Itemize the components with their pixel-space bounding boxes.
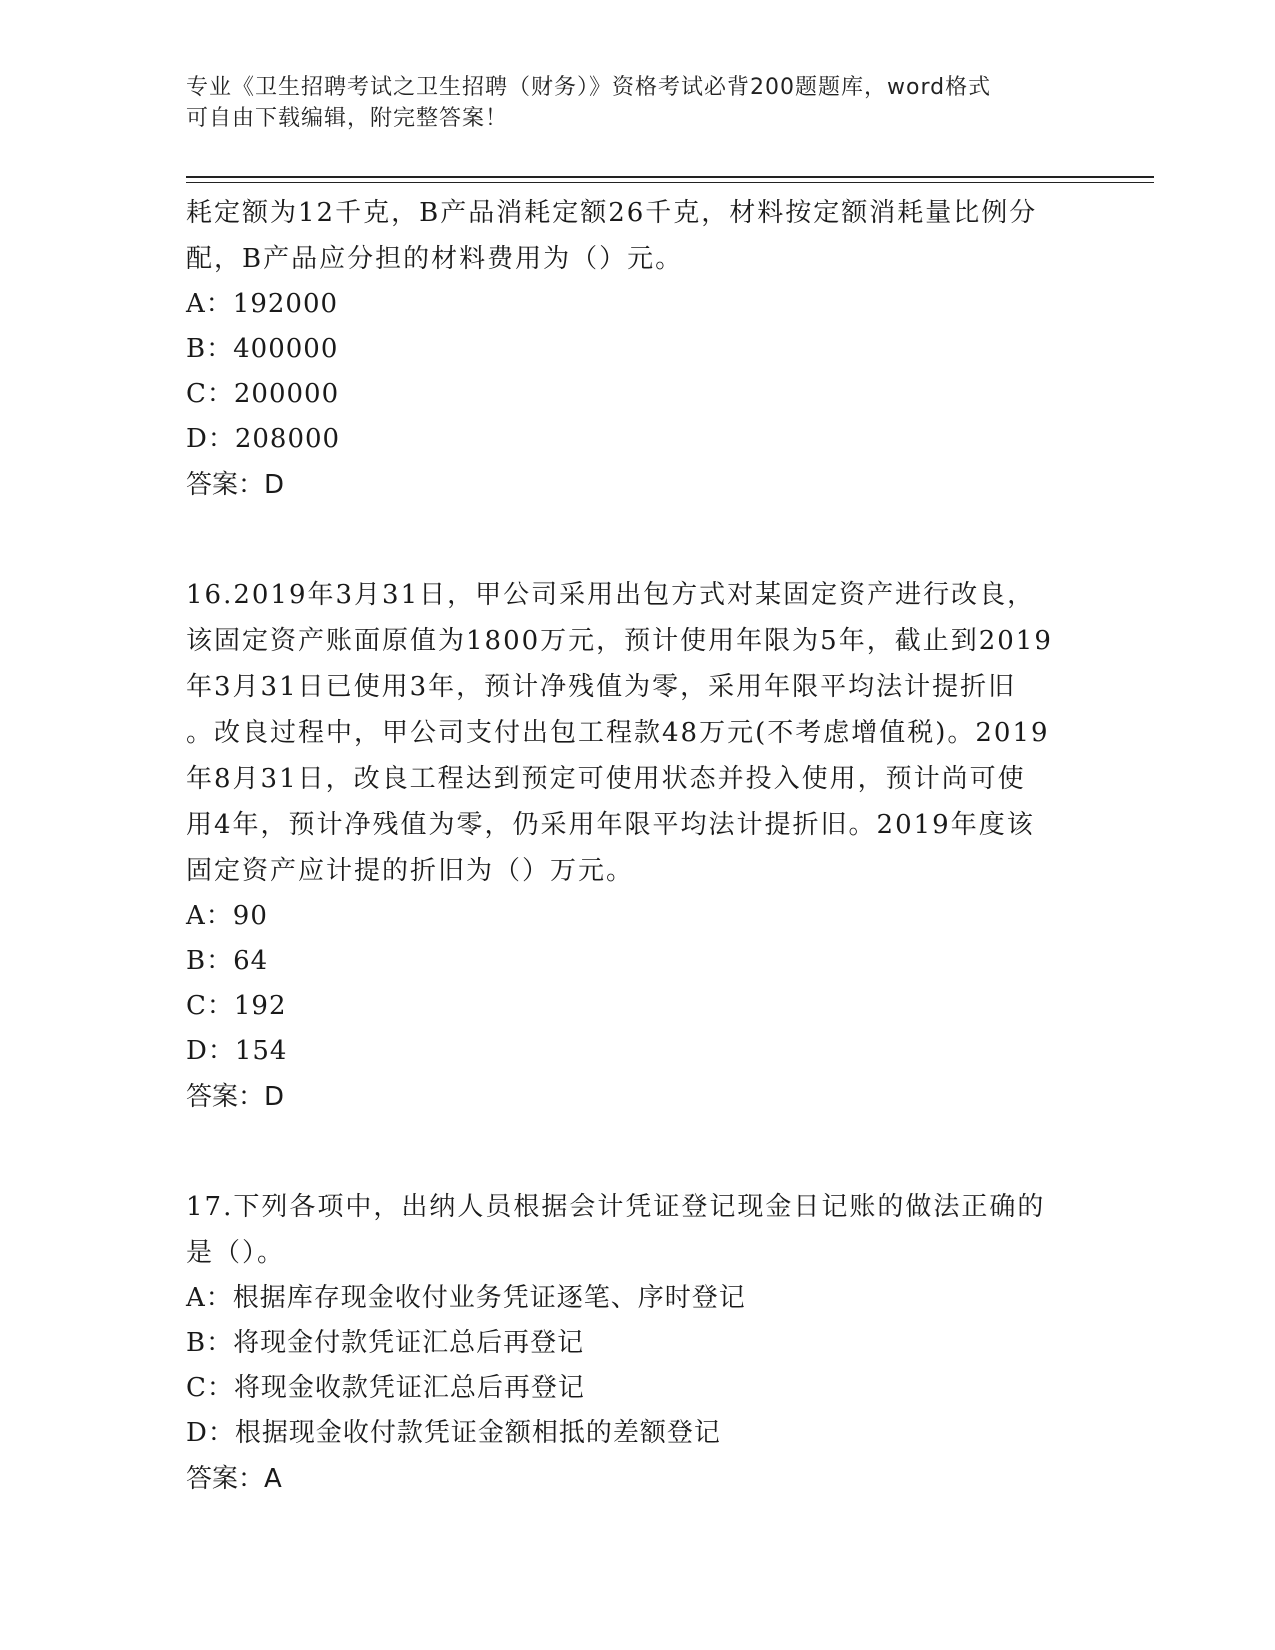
- option-a: A：90: [186, 901, 268, 931]
- option-b: B：64: [186, 946, 269, 976]
- question-stem-line: 配，B产品应分担的材料费用为（）元。: [186, 244, 684, 274]
- option-d: D：根据现金收付款凭证金额相抵的差额登记: [186, 1418, 721, 1448]
- question-spacer: [186, 508, 1086, 572]
- question-stem: [186, 572, 1086, 894]
- answer-label: 答案：A: [186, 1464, 282, 1494]
- option-a: A：192000: [186, 289, 339, 319]
- option-d: D：154: [186, 1036, 288, 1066]
- question-stem-line: 16.2019年3月31日，甲公司采用出包方式对某固定资产进行改良，: [186, 580, 1036, 610]
- question-item-17: [186, 1184, 1086, 1502]
- question-stem-line: 用4年，预计净残值为零，仍采用年限平均法计提折旧。2019年度该: [186, 810, 1035, 840]
- header-divider-thick: [186, 176, 1154, 178]
- question-stem-line: 。改良过程中，甲公司支付出包工程款48万元(不考虑增值税)。2019: [186, 718, 1050, 748]
- option-c: C：200000: [186, 379, 340, 409]
- question-list: [186, 190, 1086, 1502]
- header-title-line-1: 专业《卫生招聘考试之卫生招聘（财务）》资格考试必背200题题库，word格式: [186, 75, 992, 100]
- question-stem-line: 固定资产应计提的折旧为（）万元。: [186, 856, 635, 886]
- question-stem-line: 该固定资产账面原值为1800万元，预计使用年限为5年，截止到2019: [186, 626, 1053, 656]
- page-header: [186, 72, 1086, 134]
- option-c: C：将现金收款凭证汇总后再登记: [186, 1373, 585, 1403]
- header-title-line-2: 可自由下载编辑，附完整答案！: [186, 106, 509, 131]
- option-b: B：400000: [186, 334, 339, 364]
- question-item-16: [186, 572, 1086, 1120]
- question-stem-line: 17.下列各项中，出纳人员根据会计凭证登记现金日记账的做法正确的: [186, 1192, 1046, 1222]
- question-stem-line: 耗定额为12千克，B产品消耗定额26千克，材料按定额消耗量比例分: [186, 198, 1038, 228]
- question-stem: [186, 1184, 1086, 1276]
- option-a: A：根据库存现金收付业务凭证逐笔、序时登记: [186, 1283, 746, 1313]
- question-stem-line: 年3月31日已使用3年，预计净残值为零，采用年限平均法计提折旧: [186, 672, 1017, 702]
- answer-label: 答案：D: [186, 1082, 285, 1112]
- question-stem-line: 年8月31日，改良工程达到预定可使用状态并投入使用，预计尚可使: [186, 764, 1026, 794]
- question-stem: [186, 190, 1086, 282]
- question-stem-line: 是（）。: [186, 1238, 286, 1268]
- option-b: B：将现金付款凭证汇总后再登记: [186, 1328, 585, 1358]
- answer-label: 答案：D: [186, 470, 285, 500]
- question-spacer: [186, 1120, 1086, 1184]
- option-d: D：208000: [186, 424, 341, 454]
- header-divider-thin: [186, 182, 1154, 183]
- option-c: C：192: [186, 991, 287, 1021]
- question-item-15: [186, 190, 1086, 508]
